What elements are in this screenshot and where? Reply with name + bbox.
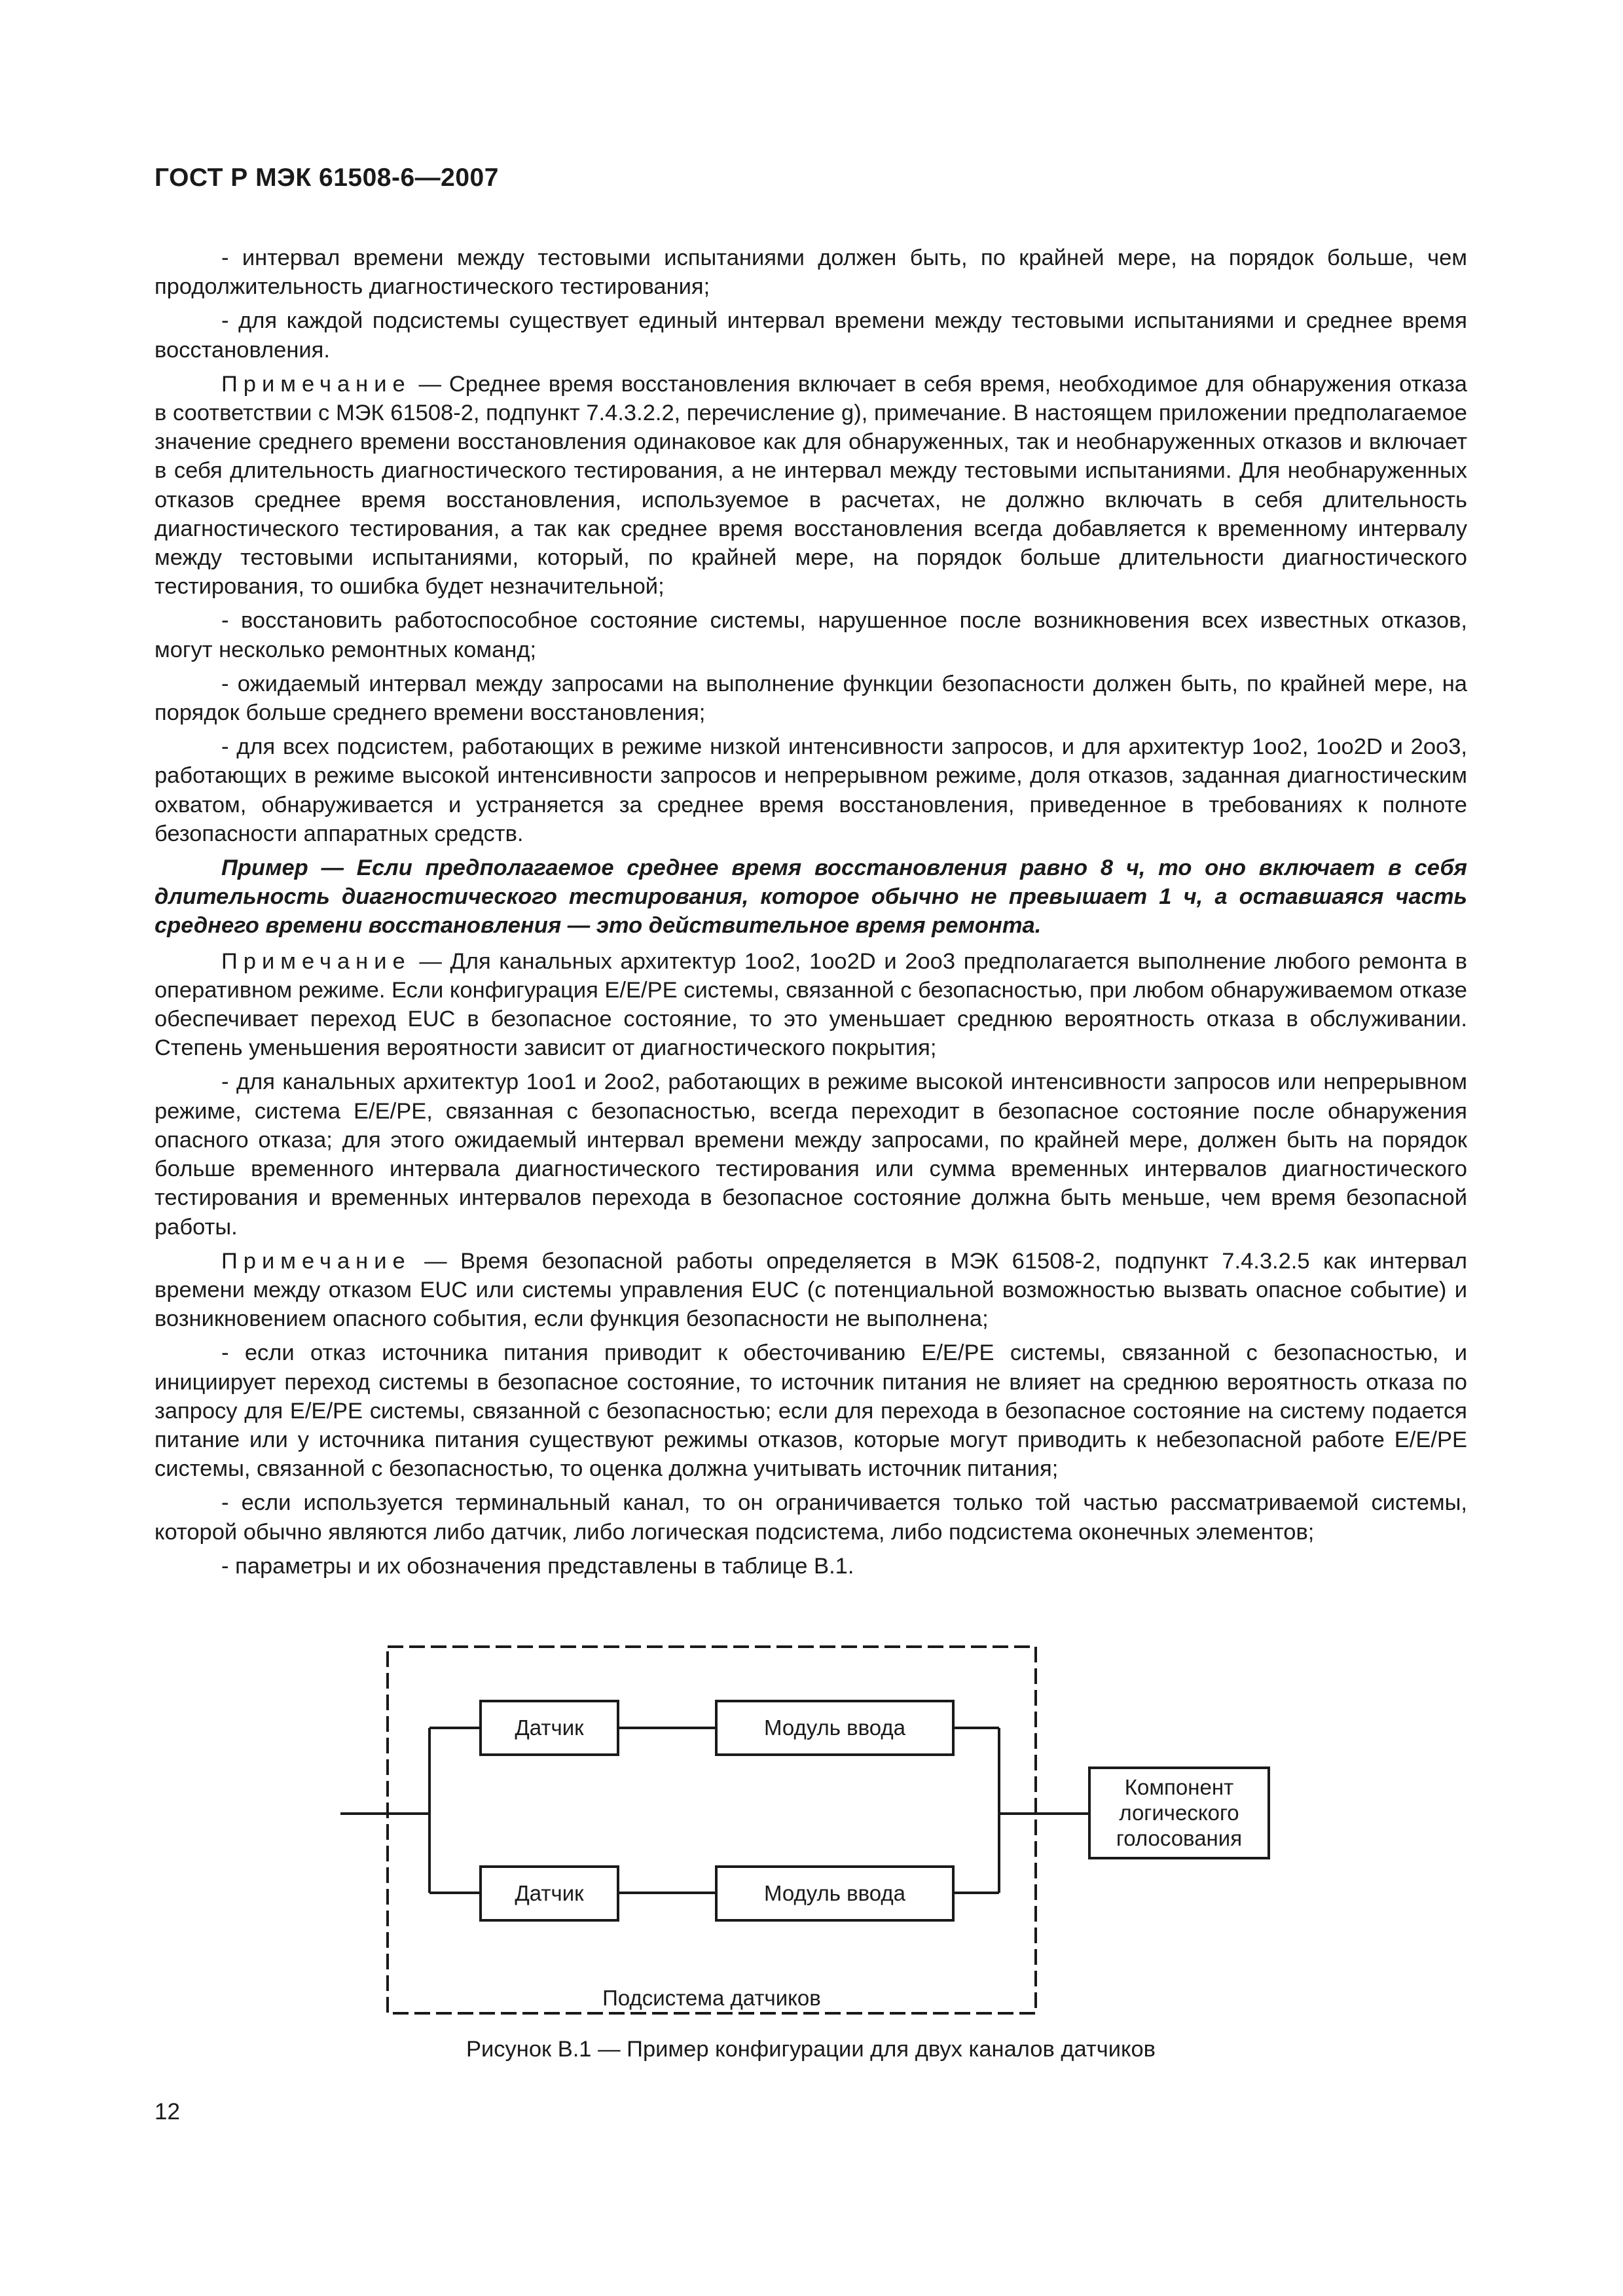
sensor-label-bottom: Датчик	[515, 1881, 584, 1905]
input-module-label-top: Модуль ввода	[763, 1715, 906, 1740]
input-module-label-bottom: Модуль ввода	[763, 1881, 906, 1905]
voting-component-label: Компонент логического голосования	[1116, 1775, 1243, 1850]
paragraph: - восстановить работоспособное состояние системы, нарушенное после возникновения всех известных отказов, могут несколько ремонтных команд;	[155, 608, 1467, 662]
paragraph: - для канальных архитектур 1oo1 и 2oo2, работающих в режиме высокой интенсивности запросов или непрерывном режиме, система E/E/PE, связанная с безопасностью, всегда переходит в безопасное состояние после обнаружения опасного отказа; для этого ожидаемый интервал времени между запросами, по крайней мере, должен быть на порядок больше временного интервала диагностического тестирования или сумма временных интервалов диагностического тестирования и временных интервалов перехода в безопасное состояние должна быть меньше, чем время безопасной работы.	[155, 1069, 1467, 1240]
note-paragraph	[155, 1247, 1467, 1334]
note-label: Примечание	[221, 948, 411, 974]
note-text: — Среднее время восстановления включает в себя время, необходимое для обнаружения отказа в соответствии с МЭК 61508-2, подпункт 7.4.3.2.2, перечисление g), примечание. В настоящем приложении предполагаемое значение среднего времени восстановления одинаковое как для обнаруженных, так и необнаруженных отказов и включает в себя длительность диагностического тестирования, а не интервал между тестовыми испытаниями. Для необнаруженных отказов среднее время восстановления, используемое в расчетах, не должно включать в себя длительность диагностического тестирования, а так как среднее время восстановления всегда добавляется к временному интервалу между тестовыми испытаниями, который, по крайней мере, на порядок больше длительности диагностического тестирования, то ошибка будет незначительной;	[155, 371, 1467, 600]
paragraph: - если используется терминальный канал, то он ограничивается только той частью рассматриваемой системы, которой обычно являются либо датчик, либо логическая подсистема, либо подсистема оконечных элементов;	[155, 1490, 1467, 1545]
figure-caption: Рисунок B.1 — Пример конфигурации для двух каналов датчиков	[466, 2037, 1156, 2062]
note-label: Примечание	[221, 371, 411, 397]
paragraph: - для всех подсистем, работающих в режиме низкой интенсивности запросов, и для архитектур 1oo2, 1oo2D и 2oo3, работающих в режиме высокой интенсивности запросов и непрерывном режиме, доля отказов, заданная диагностическим охватом, обнаруживается и устраняется за среднее время восстановления, приведенное в требованиях к полноте безопасности аппаратных средств.	[155, 734, 1467, 846]
note-text: — Для канальных архитектур 1oo2, 1oo2D и 2oo3 предполагается выполнение любого ремонта в оперативном режиме. Если конфигурация E/E/PE системы, связанной с безопасностью, при любом обнаруживаемом отказе обеспечивает переход EUC в безопасное состояние, то это уменьшает среднюю вероятность отказа в обслуживании. Степень уменьшения вероятности зависит от диагностического покрытия;	[155, 948, 1467, 1061]
note-paragraph	[155, 947, 1467, 1063]
sensor-label-top: Датчик	[515, 1715, 584, 1740]
document-body	[155, 243, 1467, 1586]
page-number: 12	[155, 2099, 180, 2125]
example-paragraph: Пример — Если предполагаемое среднее время восстановления равно 8 ч, то оно включает в себя длительность диагностического тестирования, которое обычно не превышает 1 ч, а оставшаяся часть среднего времени восстановления — это действительное время ремонта.	[155, 855, 1467, 939]
subsystem-label: Подсистема датчиков	[602, 1986, 821, 2010]
paragraph: - для каждой подсистемы существует единый интервал времени между тестовыми испытаниями и среднее время восстановления.	[155, 308, 1467, 363]
paragraph: - если отказ источника питания приводит к обесточиванию E/E/PE системы, связанной с безопасностью, и инициирует переход системы в безопасное состояние, то источник питания не влияет на среднюю вероятность отказа по запросу для E/E/PE системы, связанной с безопасностью; если для перехода в безопасное состояние на систему подается питание или у источника питания существуют режимы отказов, которые могут приводить к небезопасной работе E/E/PE системы, связанной с безопасностью, то оценка должна учитывать источник питания;	[155, 1340, 1467, 1482]
note-text: — Время безопасной работы определяется в МЭК 61508-2, подпункт 7.4.3.2.5 как интервал времени между отказом EUC или системы управления EUC (с потенциальной возможностью вызвать опасное событие) и возникновением опасного события, если функция безопасности не выполнена;	[155, 1248, 1467, 1332]
note-label: Примечание	[221, 1248, 411, 1274]
note-paragraph	[155, 370, 1467, 601]
paragraph: - параметры и их обозначения представлены в таблице B.1.	[221, 1553, 854, 1579]
paragraph: - интервал времени между тестовыми испытаниями должен быть, по крайней мере, на порядок больше, чем продолжительность диагностического тестирования;	[155, 245, 1467, 300]
document-id-header: ГОСТ Р МЭК 61508-6—2007	[155, 164, 499, 192]
sensor-channels-diagram	[338, 1629, 1313, 2022]
paragraph: - ожидаемый интервал между запросами на выполнение функции безопасности должен быть, по крайней мере, на порядок больше среднего времени восстановления;	[155, 671, 1467, 726]
